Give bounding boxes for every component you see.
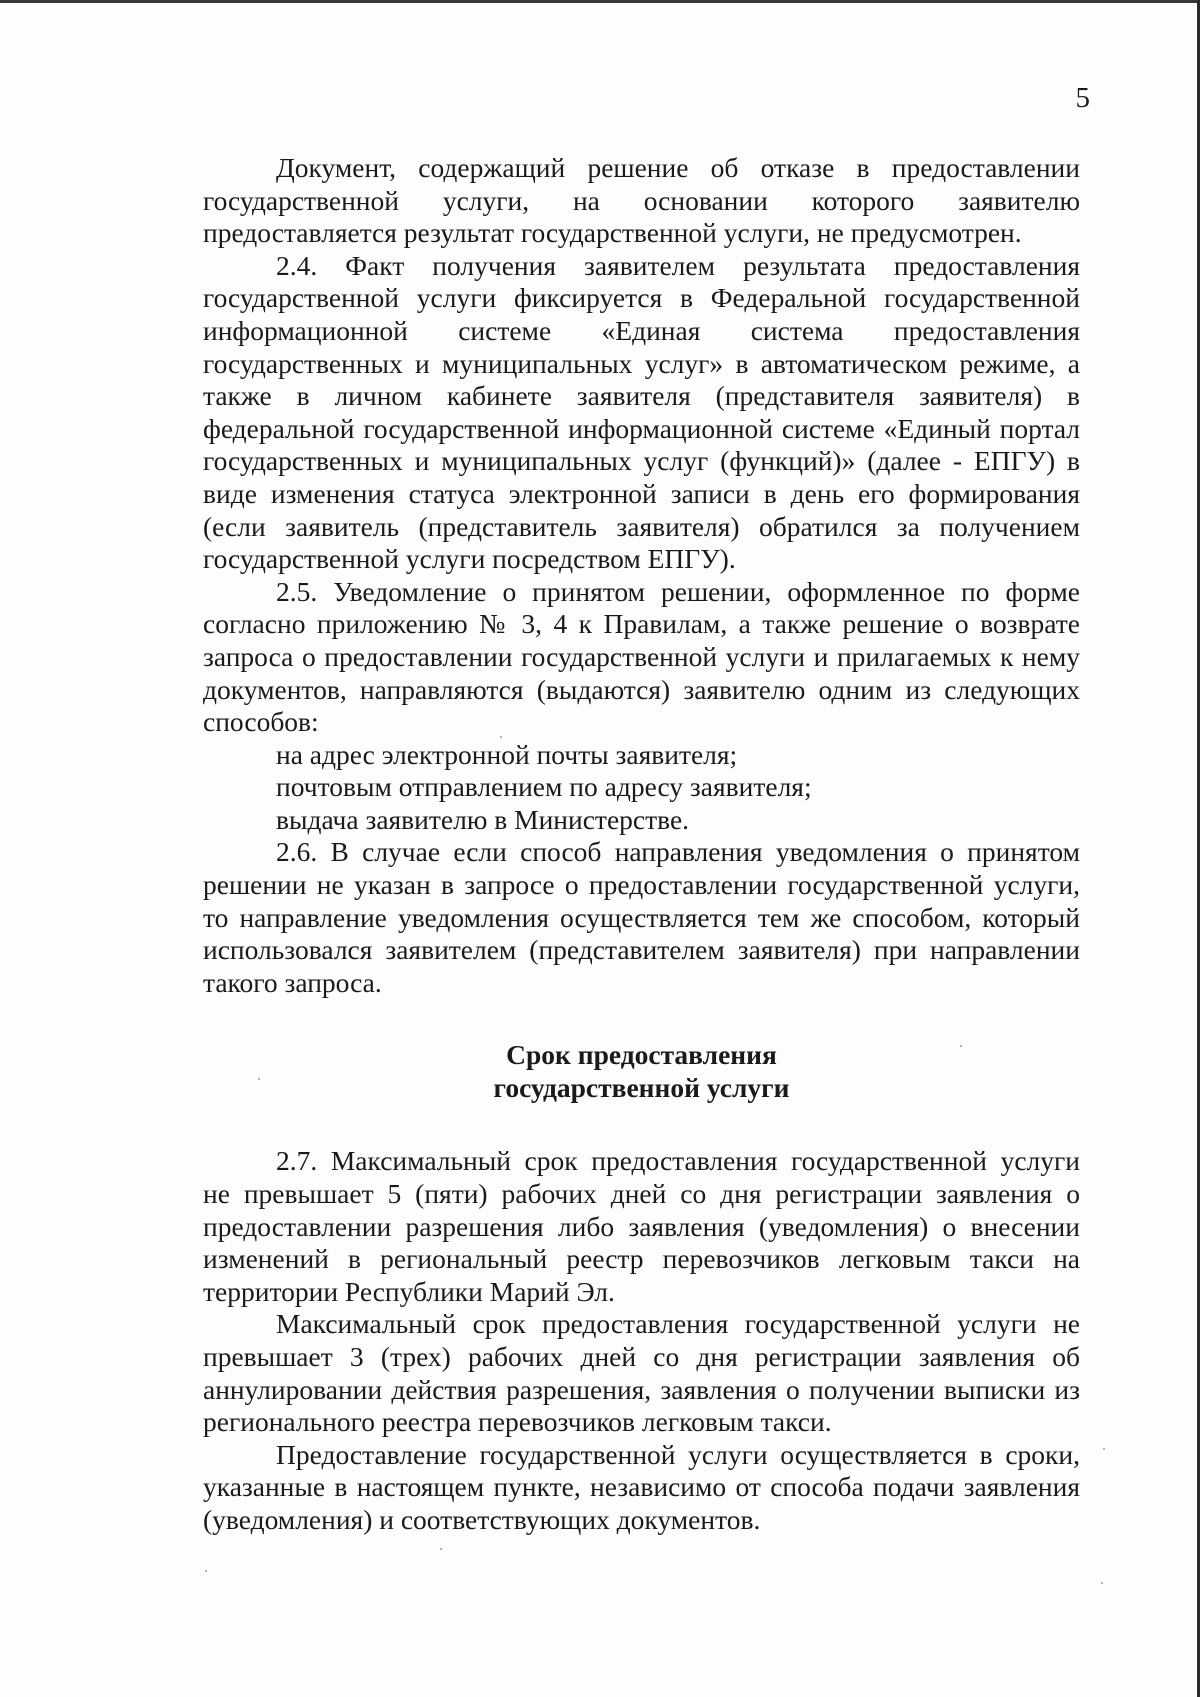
scan-speck bbox=[440, 1548, 442, 1550]
list-item-ministry: выдача заявителю в Министерстве. bbox=[276, 803, 690, 835]
list-item-email: на адрес электронной почты заявителя; bbox=[276, 738, 738, 770]
document-body bbox=[203, 152, 1080, 1537]
scan-speck bbox=[258, 1078, 260, 1080]
scan-speck bbox=[960, 1045, 962, 1047]
paragraph-refusal-document: Документ, содержащий решение об отказе в предоставлении государственной услуги, на основании которого заявителю предоставляется результат государственной услуги, не предусмотрен. bbox=[203, 152, 1080, 249]
paragraph-2-6: 2.6. В случае если способ направления уведомления о принятом решении не указан в запросе о предоставлении государственной услуги, то направление уведомления осуществляется тем же способом, который использовался заявителем (представителем заявителя) при направлении такого запроса. bbox=[203, 836, 1080, 998]
scan-speck bbox=[1101, 1582, 1103, 1584]
paragraph-2-5: 2.5. Уведомление о принятом решении, оформленное по форме согласно приложению № 3, 4 к Правилам, а также решение о возврате запроса о предоставлении государственной услуги и прилагаемых к нему документов, направляются (выдаются) заявителю одним из следующих способов: bbox=[203, 575, 1080, 738]
scan-speck bbox=[1103, 1448, 1105, 1450]
scan-edge-top bbox=[0, 0, 1200, 3]
list-item-post: почтовым отправлением по адресу заявителя; bbox=[276, 771, 812, 803]
section-heading bbox=[203, 1038, 1080, 1104]
page-number: 5 bbox=[1075, 82, 1090, 114]
paragraph-terms-independent: Предоставление государственной услуги осуществляется в сроки, указанные в настоящем пункте, независимо от способа подачи заявления (уведомления) и соответствующих документов. bbox=[203, 1438, 1080, 1535]
scan-speck bbox=[500, 736, 502, 738]
paragraph-2-4: 2.4. Факт получения заявителем результата предоставления государственной услуги фиксируется в Федеральной государственной информационной системе «Единая система предоставления государственных и муниципальных услуг» в автоматическом режиме, а также в личном кабинете заявителя (представителя заявителя) в федеральной государственной информационной системе «Единый портал государственных и муниципальных услуг (функций)» (далее - ЕПГУ) в виде изменения статуса электронной записи в день его формирования (если заявитель (представитель заявителя) обратился за получением государственной услуги посредством ЕПГУ). bbox=[203, 249, 1080, 575]
paragraph-max-term-annulment: Максимальный срок предоставления государственной услуги не превышает 3 (трех) рабочих дней со дня регистрации заявления об аннулировании действия разрешения, заявления о получении выписки из регионального реестра перевозчиков легковым такси. bbox=[203, 1308, 1080, 1438]
paragraph-2-7: 2.7. Максимальный срок предоставления государственной услуги не превышает 5 (пяти) рабочих дней со дня регистрации заявления о предоставлении разрешения либо заявления (уведомления) о внесении изменений в региональный реестр перевозчиков легковым такси на территории Республики Марий Эл. bbox=[203, 1145, 1080, 1307]
scan-speck bbox=[205, 1570, 207, 1572]
section-heading-line-1: Срок предоставления bbox=[506, 1039, 777, 1071]
section-heading-line-2: государственной услуги bbox=[493, 1072, 790, 1104]
